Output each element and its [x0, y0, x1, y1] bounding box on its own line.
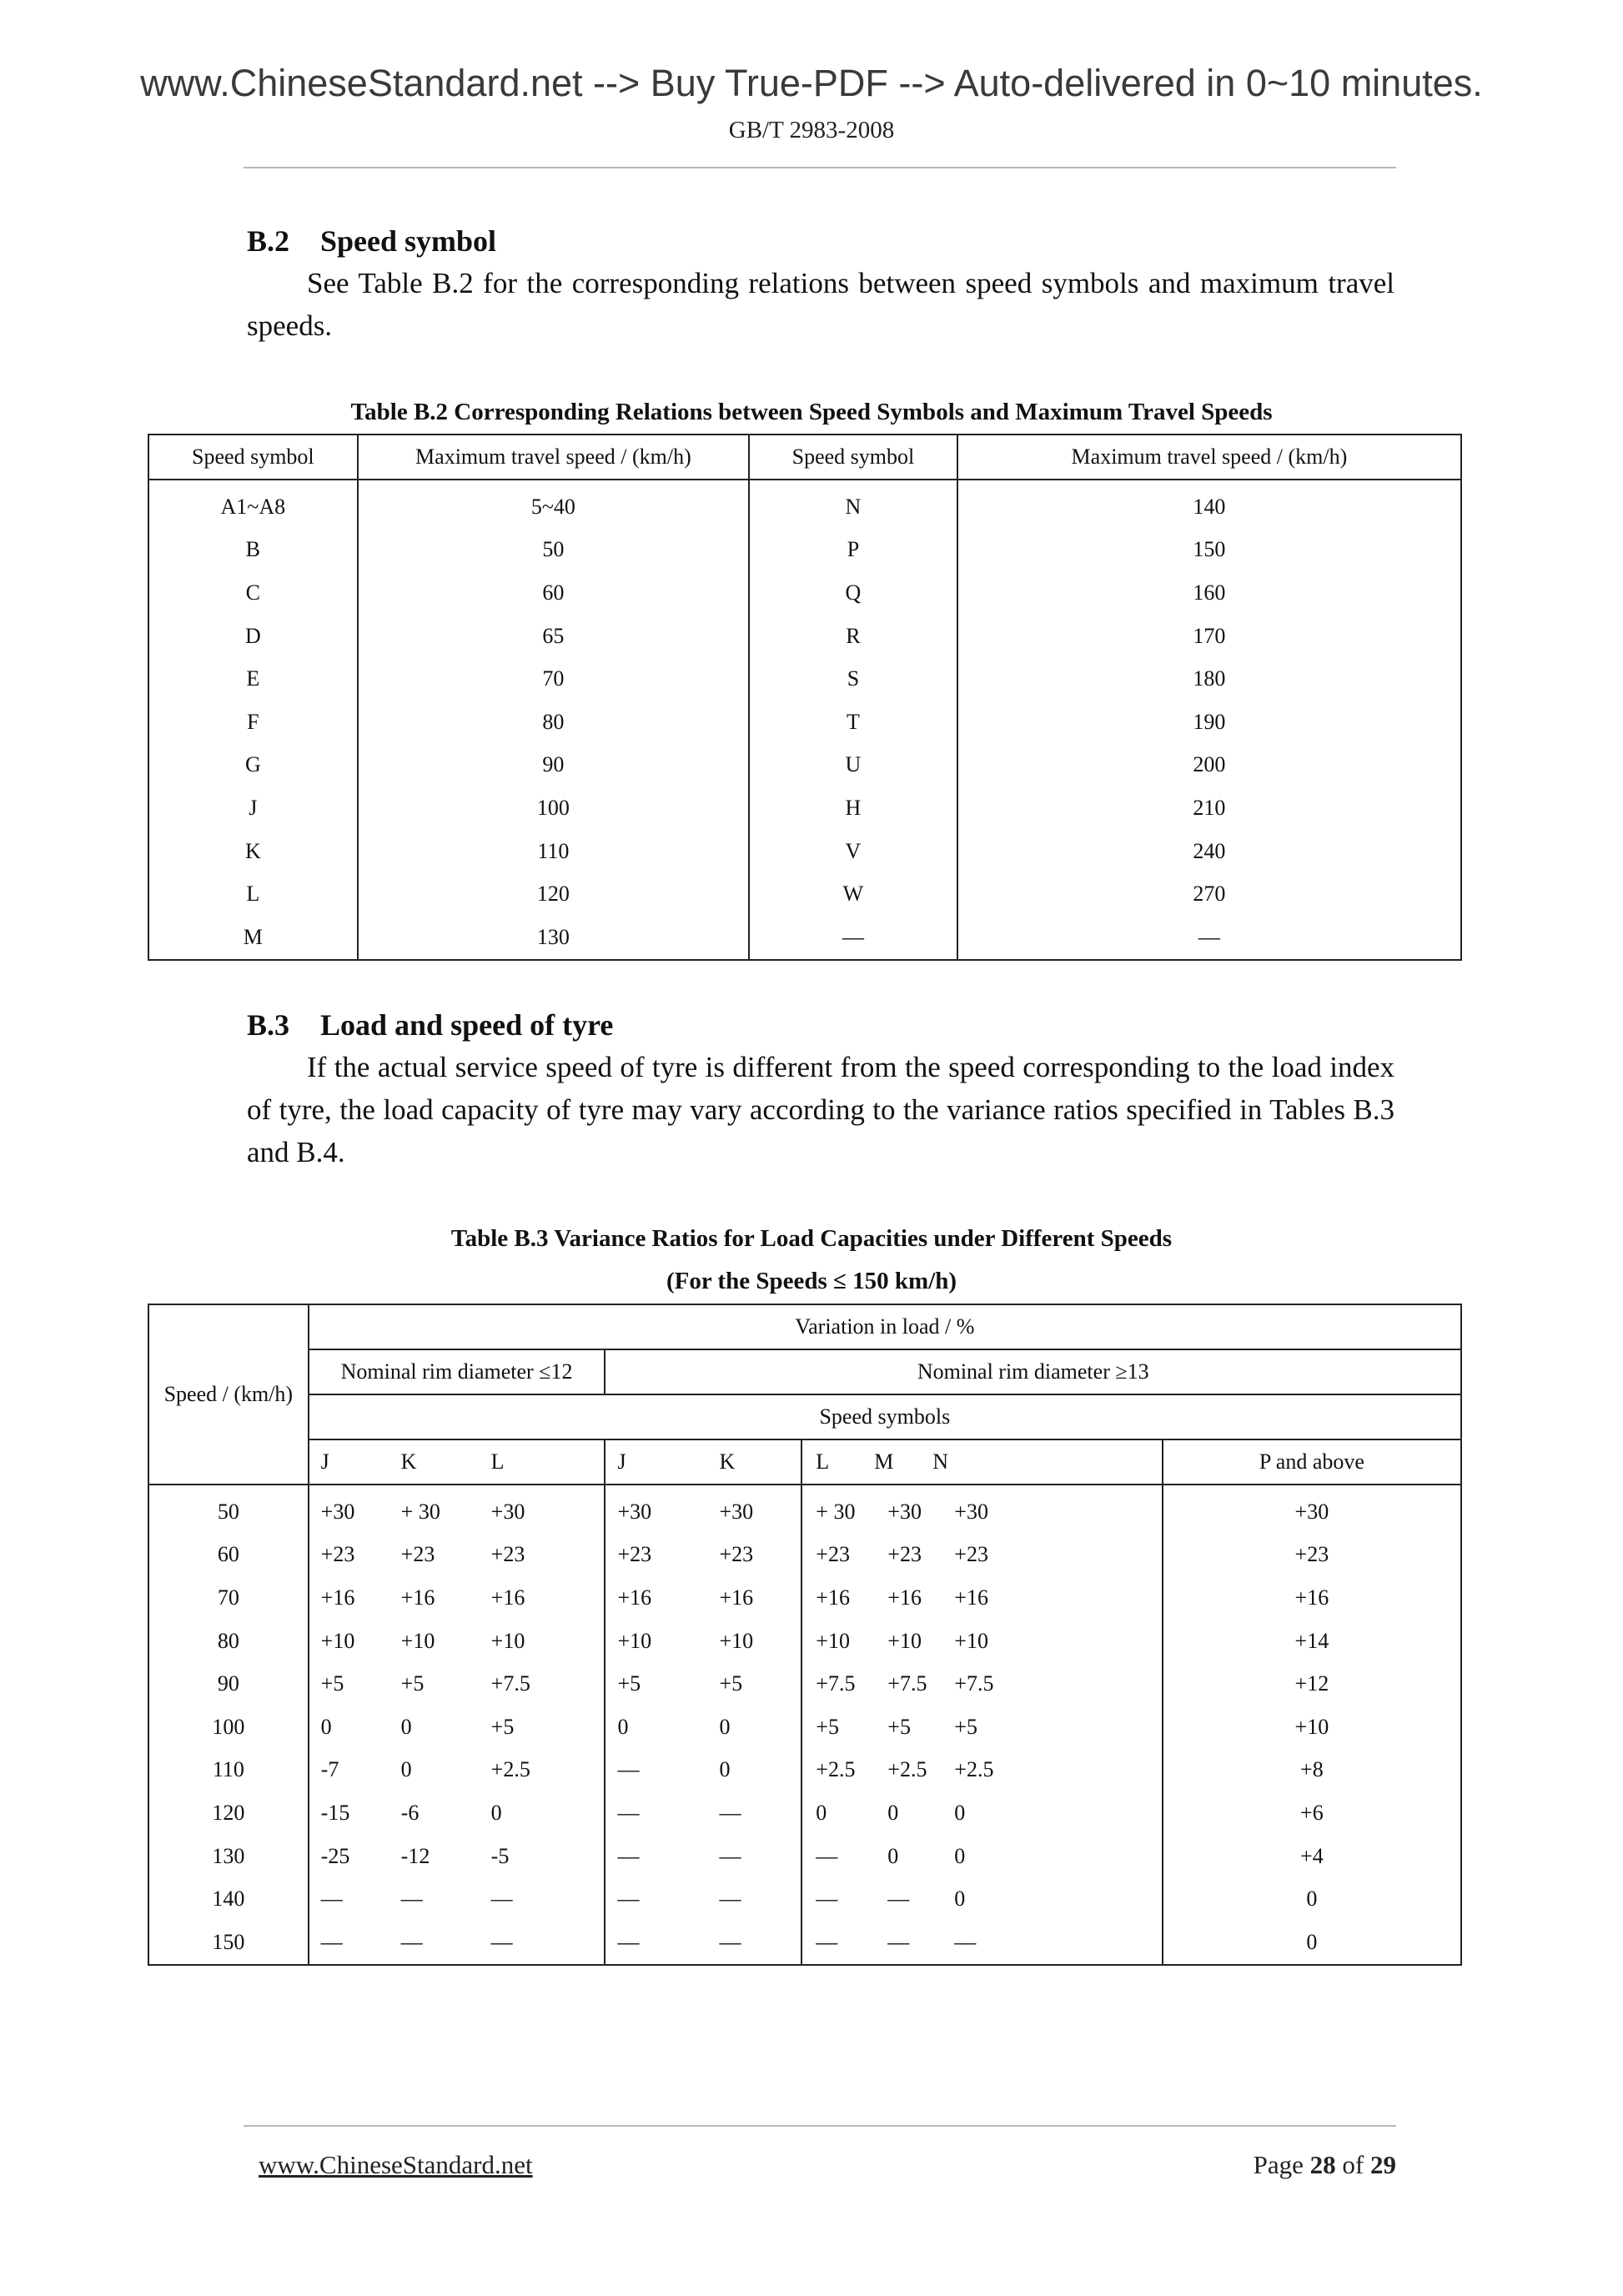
- table-cell: 90: [358, 744, 749, 787]
- variance-value: +10: [320, 1628, 355, 1653]
- variance-value: +23: [400, 1542, 435, 1567]
- speed-cell: 100: [148, 1706, 309, 1749]
- variance-value: +10: [490, 1628, 525, 1653]
- section-b2-title: Speed symbol: [320, 224, 497, 258]
- variance-value: 0: [490, 1800, 502, 1825]
- variance-value: + 30: [816, 1499, 856, 1524]
- table-row: [148, 1534, 1461, 1577]
- table-row: [148, 1662, 1461, 1706]
- variance-value: 0: [954, 1887, 966, 1912]
- variance-value: +23: [816, 1542, 850, 1567]
- section-b3-heading: [247, 1007, 613, 1042]
- table-cell: K: [148, 830, 358, 873]
- table-cell: 110: [358, 830, 749, 873]
- table-cell: N: [749, 480, 957, 529]
- table-cell: 240: [957, 830, 1461, 873]
- variance-value: +16: [954, 1585, 988, 1610]
- section-b2-text: See Table B.2 for the corresponding relations between speed symbols and maximum travel speeds.: [247, 267, 1394, 342]
- table-row: [148, 916, 1461, 960]
- header-divider: [244, 167, 1396, 168]
- variance-value: +2.5: [490, 1757, 530, 1782]
- table-cell: D: [148, 615, 358, 658]
- variance-value: +7.5: [816, 1671, 856, 1696]
- variance-value: —: [816, 1929, 838, 1954]
- variance-value: +12: [1163, 1662, 1461, 1706]
- variance-group: [605, 1749, 801, 1792]
- variance-value: —: [617, 1843, 640, 1868]
- variance-group: [605, 1662, 801, 1706]
- table-row: [148, 1485, 1461, 1534]
- variance-group: [309, 1534, 605, 1577]
- table-cell: 190: [957, 701, 1461, 744]
- table-cell: F: [148, 701, 358, 744]
- table-cell: 200: [957, 744, 1461, 787]
- variance-value: +10: [719, 1628, 754, 1653]
- page-total: 29: [1370, 2150, 1396, 2179]
- table-b2-caption: Table B.2 Corresponding Relations between Speed Symbols and Maximum Travel Speeds: [350, 399, 1273, 425]
- variance-value: +5: [954, 1714, 977, 1739]
- table-cell: 170: [957, 615, 1461, 658]
- speed-cell: 80: [148, 1620, 309, 1663]
- table-cell: 150: [957, 529, 1461, 572]
- table-cell: 5~40: [358, 480, 749, 529]
- variance-value: +16: [719, 1585, 754, 1610]
- table-cell: 120: [358, 872, 749, 916]
- column-header: Maximum travel speed / (km/h): [957, 435, 1461, 480]
- variance-group: [801, 1791, 1162, 1835]
- table-cell: 160: [957, 571, 1461, 615]
- section-b3-title: Load and speed of tyre: [320, 1008, 614, 1042]
- table-row: [148, 1620, 1461, 1663]
- variance-value: —: [719, 1800, 741, 1825]
- variance-value: +4: [1163, 1835, 1461, 1878]
- variance-value: +30: [887, 1499, 922, 1524]
- variance-group: [309, 1791, 605, 1835]
- table-row: [148, 701, 1461, 744]
- section-b3-number: B.3: [247, 1008, 290, 1042]
- variance-value: —: [400, 1929, 423, 1954]
- section-b3-text: If the actual service speed of tyre is different from the speed corresponding to the load index of tyre, the load capacity of tyre may vary according to the variance ratios specified in Tables B.3 and B.4.: [247, 1051, 1394, 1168]
- variance-group: [605, 1620, 801, 1663]
- variance-value: -15: [320, 1800, 350, 1825]
- variance-value: +6: [1163, 1791, 1461, 1835]
- table-cell: 70: [358, 657, 749, 701]
- table-row: [148, 786, 1461, 830]
- table-cell: 60: [358, 571, 749, 615]
- section-b2-heading: [247, 224, 496, 259]
- speed-symbols-header: Speed symbols: [309, 1394, 1461, 1439]
- speed-column-header: Speed / (km/h): [148, 1304, 309, 1485]
- variance-value: —: [719, 1929, 741, 1954]
- symbol-label: N: [932, 1449, 949, 1474]
- symbol-group-3: [801, 1439, 1162, 1485]
- table-b3: [148, 1304, 1462, 1966]
- variance-group: [605, 1835, 801, 1878]
- table-cell: E: [148, 657, 358, 701]
- variance-value: +16: [887, 1585, 922, 1610]
- variance-value: +7.5: [887, 1671, 927, 1696]
- rim-ge13-header: Nominal rim diameter ≥13: [605, 1349, 1461, 1394]
- variance-value: +16: [1163, 1576, 1461, 1620]
- variance-value: +5: [816, 1714, 839, 1739]
- table-b2: [148, 434, 1462, 961]
- variance-value: —: [617, 1800, 640, 1825]
- table-cell: 130: [358, 916, 749, 960]
- variance-value: -25: [320, 1843, 350, 1868]
- variance-value: +10: [617, 1628, 652, 1653]
- variance-group: [309, 1576, 605, 1620]
- rim-le12-header: Nominal rim diameter ≤12: [309, 1349, 605, 1394]
- variance-value: +16: [490, 1585, 525, 1610]
- variance-value: +10: [887, 1628, 922, 1653]
- table-cell: V: [749, 830, 957, 873]
- variance-value: +5: [400, 1671, 425, 1696]
- variance-value: —: [719, 1887, 741, 1912]
- variance-value: —: [816, 1843, 838, 1868]
- table-cell: R: [749, 615, 957, 658]
- table-cell: 180: [957, 657, 1461, 701]
- table-b2-header-row: [148, 435, 1461, 480]
- variance-value: +16: [816, 1585, 850, 1610]
- table-cell: G: [148, 744, 358, 787]
- table-cell: —: [749, 916, 957, 960]
- table-cell: 80: [358, 701, 749, 744]
- table-row: [148, 1921, 1461, 1965]
- variance-group: [801, 1749, 1162, 1792]
- variance-value: +7.5: [490, 1671, 530, 1696]
- footer-divider: [244, 2125, 1396, 2127]
- variance-value: +5: [320, 1671, 344, 1696]
- variance-value: +30: [719, 1499, 754, 1524]
- variance-value: + 30: [400, 1499, 440, 1524]
- variance-value: —: [490, 1929, 513, 1954]
- table-row: [148, 1791, 1461, 1835]
- variance-value: 0: [954, 1843, 966, 1868]
- table-cell: T: [749, 701, 957, 744]
- symbol-group-4: P and above: [1163, 1439, 1461, 1485]
- variance-value: +10: [816, 1628, 850, 1653]
- variance-value: 0: [719, 1757, 731, 1782]
- symbol-row: [148, 1439, 1461, 1485]
- standard-number: GB/T 2983-2008: [728, 117, 895, 143]
- variance-group: [605, 1791, 801, 1835]
- variance-value: —: [320, 1929, 343, 1954]
- table-cell: L: [148, 872, 358, 916]
- variance-value: -5: [490, 1843, 510, 1868]
- variance-value: +8: [1163, 1749, 1461, 1792]
- table-row: [148, 872, 1461, 916]
- symbol-group-1: [309, 1439, 605, 1485]
- variance-value: +10: [954, 1628, 988, 1653]
- symbol-group-2: [605, 1439, 801, 1485]
- table-cell: —: [957, 916, 1461, 960]
- table-cell: A1~A8: [148, 480, 358, 529]
- variance-value: +23: [954, 1542, 988, 1567]
- variance-value: +5: [719, 1671, 743, 1696]
- symbol-label: L: [490, 1449, 505, 1474]
- variance-group: [605, 1534, 801, 1577]
- table-cell: Q: [749, 571, 957, 615]
- variance-group: [309, 1620, 605, 1663]
- variance-group: [605, 1485, 801, 1534]
- variance-value: +23: [887, 1542, 922, 1567]
- variance-group: [605, 1706, 801, 1749]
- table-row: [148, 657, 1461, 701]
- variance-group: [801, 1835, 1162, 1878]
- table-row: [148, 615, 1461, 658]
- symbol-label: M: [874, 1449, 894, 1474]
- table-row: [148, 1835, 1461, 1878]
- table-cell: P: [749, 529, 957, 572]
- variance-value: —: [719, 1843, 741, 1868]
- speed-cell: 90: [148, 1662, 309, 1706]
- variance-value: +2.5: [887, 1757, 927, 1782]
- table-row: [148, 830, 1461, 873]
- variance-value: +16: [400, 1585, 435, 1610]
- variance-value: +23: [490, 1542, 525, 1567]
- variance-value: -7: [320, 1757, 339, 1782]
- variance-group: [309, 1662, 605, 1706]
- page-indicator: [1254, 2150, 1396, 2180]
- variance-value: —: [400, 1887, 423, 1912]
- speed-cell: 150: [148, 1921, 309, 1965]
- column-header: Maximum travel speed / (km/h): [358, 435, 749, 480]
- speed-cell: 110: [148, 1749, 309, 1792]
- page-prefix: Page: [1253, 2150, 1304, 2179]
- table-cell: S: [749, 657, 957, 701]
- variance-value: 0: [1163, 1921, 1461, 1965]
- variance-value: -6: [400, 1800, 420, 1825]
- variance-group: [309, 1921, 605, 1965]
- speed-cell: 130: [148, 1835, 309, 1878]
- variance-group: [309, 1877, 605, 1921]
- table-row: [148, 1877, 1461, 1921]
- table-cell: 140: [957, 480, 1461, 529]
- table-b3-caption: Table B.3 Variance Ratios for Load Capacities under Different Speeds: [450, 1225, 1173, 1252]
- footer-site-link[interactable]: www.ChineseStandard.net: [259, 2150, 533, 2179]
- speed-cell: 50: [148, 1485, 309, 1534]
- variance-value: +16: [320, 1585, 355, 1610]
- variance-group: [605, 1877, 801, 1921]
- variance-value: +30: [320, 1499, 355, 1524]
- variance-value: +5: [617, 1671, 641, 1696]
- variance-value: 0: [320, 1714, 332, 1739]
- variance-value: 0: [887, 1843, 899, 1868]
- symbol-label: K: [719, 1449, 736, 1474]
- variation-header: Variation in load / %: [309, 1304, 1461, 1349]
- variance-value: +2.5: [954, 1757, 994, 1782]
- variance-value: 0: [400, 1714, 412, 1739]
- variance-value: —: [617, 1757, 640, 1782]
- variance-group: [801, 1662, 1162, 1706]
- variance-value: +16: [617, 1585, 652, 1610]
- variance-value: +7.5: [954, 1671, 994, 1696]
- speed-cell: 120: [148, 1791, 309, 1835]
- variance-value: —: [887, 1887, 910, 1912]
- variance-group: [309, 1749, 605, 1792]
- variance-value: +30: [617, 1499, 652, 1524]
- section-b2-number: B.2: [247, 224, 290, 258]
- variance-value: —: [320, 1887, 343, 1912]
- table-cell: B: [148, 529, 358, 572]
- variance-value: +5: [887, 1714, 911, 1739]
- column-header: Speed symbol: [749, 435, 957, 480]
- site-banner: www.ChineseStandard.net --> Buy True-PDF --> Auto-delivered in 0~10 minutes.: [140, 62, 1483, 104]
- variance-group: [309, 1485, 605, 1534]
- variance-value: +30: [490, 1499, 525, 1524]
- symbol-label: K: [400, 1449, 417, 1474]
- table-row: [148, 744, 1461, 787]
- variance-group: [801, 1534, 1162, 1577]
- variance-value: +2.5: [816, 1757, 856, 1782]
- variance-value: +23: [719, 1542, 754, 1567]
- symbol-label: L: [816, 1449, 830, 1474]
- variance-value: +10: [400, 1628, 435, 1653]
- variance-value: —: [887, 1929, 910, 1954]
- variance-value: —: [816, 1887, 838, 1912]
- variance-value: 0: [816, 1800, 827, 1825]
- table-cell: C: [148, 571, 358, 615]
- variance-value: +23: [320, 1542, 355, 1567]
- variance-group: [801, 1921, 1162, 1965]
- variance-value: +30: [1163, 1485, 1461, 1534]
- table-cell: 50: [358, 529, 749, 572]
- variance-group: [605, 1921, 801, 1965]
- variance-value: 0: [1163, 1877, 1461, 1921]
- table-cell: U: [749, 744, 957, 787]
- table-cell: 65: [358, 615, 749, 658]
- variance-value: +23: [1163, 1534, 1461, 1577]
- variance-value: 0: [954, 1800, 966, 1825]
- variance-group: [801, 1485, 1162, 1534]
- variance-value: —: [954, 1929, 977, 1954]
- variance-group: [605, 1576, 801, 1620]
- table-cell: H: [749, 786, 957, 830]
- table-row: [148, 529, 1461, 572]
- variance-value: 0: [617, 1714, 629, 1739]
- variance-value: 0: [887, 1800, 899, 1825]
- variance-group: [801, 1620, 1162, 1663]
- variance-value: +5: [490, 1714, 515, 1739]
- speed-cell: 70: [148, 1576, 309, 1620]
- table-cell: 210: [957, 786, 1461, 830]
- table-row: [148, 1749, 1461, 1792]
- speed-cell: 140: [148, 1877, 309, 1921]
- table-cell: J: [148, 786, 358, 830]
- variance-value: 0: [400, 1757, 412, 1782]
- table-b3-subcaption: (For the Speeds ≤ 150 km/h): [666, 1268, 957, 1294]
- table-row: [148, 571, 1461, 615]
- table-cell: M: [148, 916, 358, 960]
- variance-value: —: [617, 1929, 640, 1954]
- variance-value: 0: [719, 1714, 731, 1739]
- variance-value: +10: [1163, 1706, 1461, 1749]
- variance-value: -12: [400, 1843, 430, 1868]
- variance-value: +14: [1163, 1620, 1461, 1663]
- variance-group: [309, 1835, 605, 1878]
- page-number: 28: [1309, 2150, 1336, 2179]
- table-cell: 270: [957, 872, 1461, 916]
- variance-value: +23: [617, 1542, 652, 1567]
- column-header: Speed symbol: [148, 435, 358, 480]
- table-cell: 100: [358, 786, 749, 830]
- table-cell: W: [749, 872, 957, 916]
- variance-value: —: [490, 1887, 513, 1912]
- speed-cell: 60: [148, 1534, 309, 1577]
- variance-group: [309, 1706, 605, 1749]
- variance-group: [801, 1576, 1162, 1620]
- page-of: of: [1342, 2150, 1364, 2179]
- table-row: [148, 480, 1461, 529]
- variance-group: [801, 1877, 1162, 1921]
- variance-group: [801, 1706, 1162, 1749]
- variance-value: +30: [954, 1499, 988, 1524]
- symbol-label: J: [617, 1449, 626, 1474]
- symbol-label: J: [320, 1449, 329, 1474]
- variance-value: —: [617, 1887, 640, 1912]
- table-row: [148, 1576, 1461, 1620]
- table-row: [148, 1706, 1461, 1749]
